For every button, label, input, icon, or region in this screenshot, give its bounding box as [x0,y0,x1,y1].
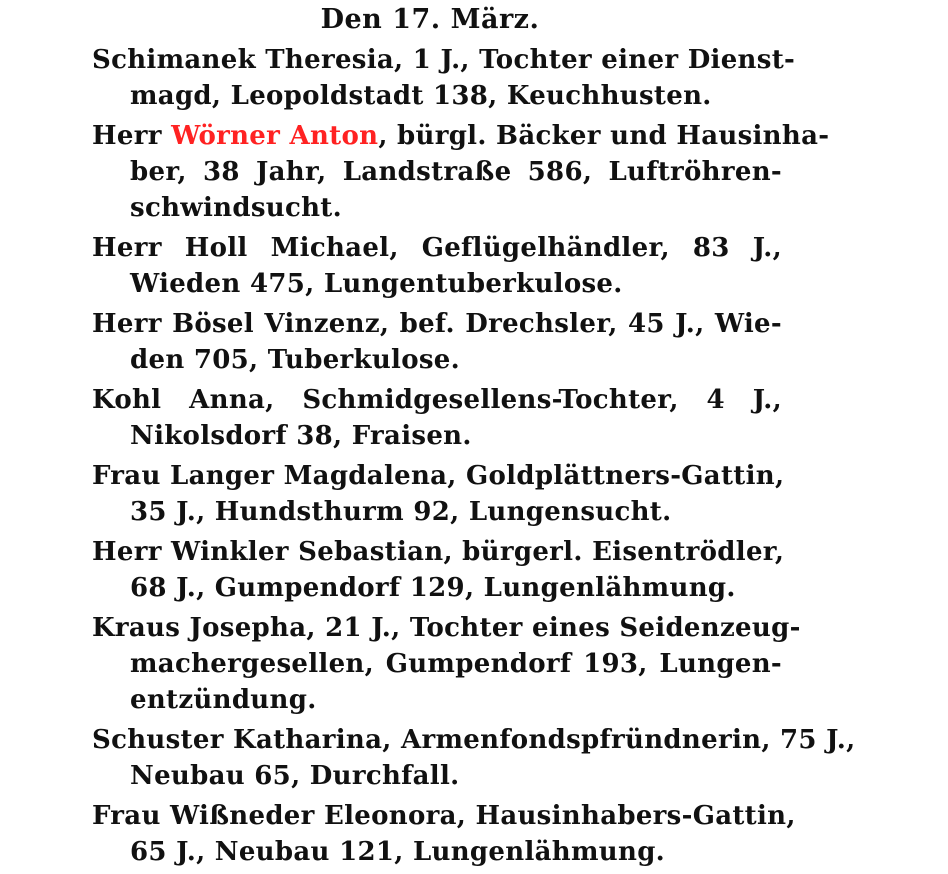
title-prefix: Herr [92,121,172,151]
entry-line: 35 J., Hundsthurm 92, Lungensucht. [130,497,672,527]
entry-line-rest: , bürgl. Bäcker und Hausinha- [378,121,830,151]
entry-line: machergesellen, Gumpendorf 193, Lungen- [130,649,782,679]
entry-line: Kohl Anna, Schmidgesellens-Tochter, 4 J., [92,385,782,415]
register-entry [92,42,796,114]
entry-line: schwindsucht. [130,193,342,223]
entry-line: ber, 38 Jahr, Landstraße 586, Luftröhren- [130,157,782,187]
entry-line: Herr Holl Michael, Geflügelhändler, 83 J., [92,233,782,263]
entry-line: Herr Winkler Sebastian, bürgerl. Eisentrödler, [92,537,785,567]
death-register-list [92,42,856,874]
register-entry [92,382,782,454]
entry-line: Kraus Josepha, 21 J., Tochter eines Seidenzeug- [92,613,801,643]
entry-line: Nikolsdorf 38, Fraisen. [130,421,472,451]
entry-line: Herr Bösel Vinzenz, bef. Drechsler, 45 J., Wie- [92,309,782,339]
register-entry [92,610,801,718]
entry-line: Schimanek Theresia, 1 J., Tochter einer Dienst- [92,45,796,75]
register-entry [92,798,796,870]
entry-line: Wieden 475, Lungentuberkulose. [130,269,623,299]
entry-line: Neubau 65, Durchfall. [130,761,460,791]
entry-line: 65 J., Neubau 121, Lungenlähmung. [130,837,666,867]
register-entry [92,722,856,794]
entry-line: entzündung. [130,685,317,715]
entry-line: Schuster Katharina, Armenfondspfründnerin, 75 J., [92,725,856,755]
entry-line: magd, Leopoldstadt 138, Keuchhusten. [130,81,712,111]
entry-line: den 705, Tuberkulose. [130,345,461,375]
register-entry [92,230,782,302]
highlighted-name: Wörner Anton [171,121,379,151]
entry-line: Frau Wißneder Eleonora, Hausinhabers-Gattin, [92,801,796,831]
entry-line: 68 J., Gumpendorf 129, Lungenlähmung. [130,573,736,603]
entry-line: Frau Langer Magdalena, Goldplättners-Gattin, [92,461,785,491]
register-entry [92,534,785,606]
register-entry [92,306,782,378]
register-entry [92,458,785,530]
entry-line [92,118,830,154]
date-heading: Den 17. März. [320,4,540,35]
register-entry-highlighted [92,118,830,226]
